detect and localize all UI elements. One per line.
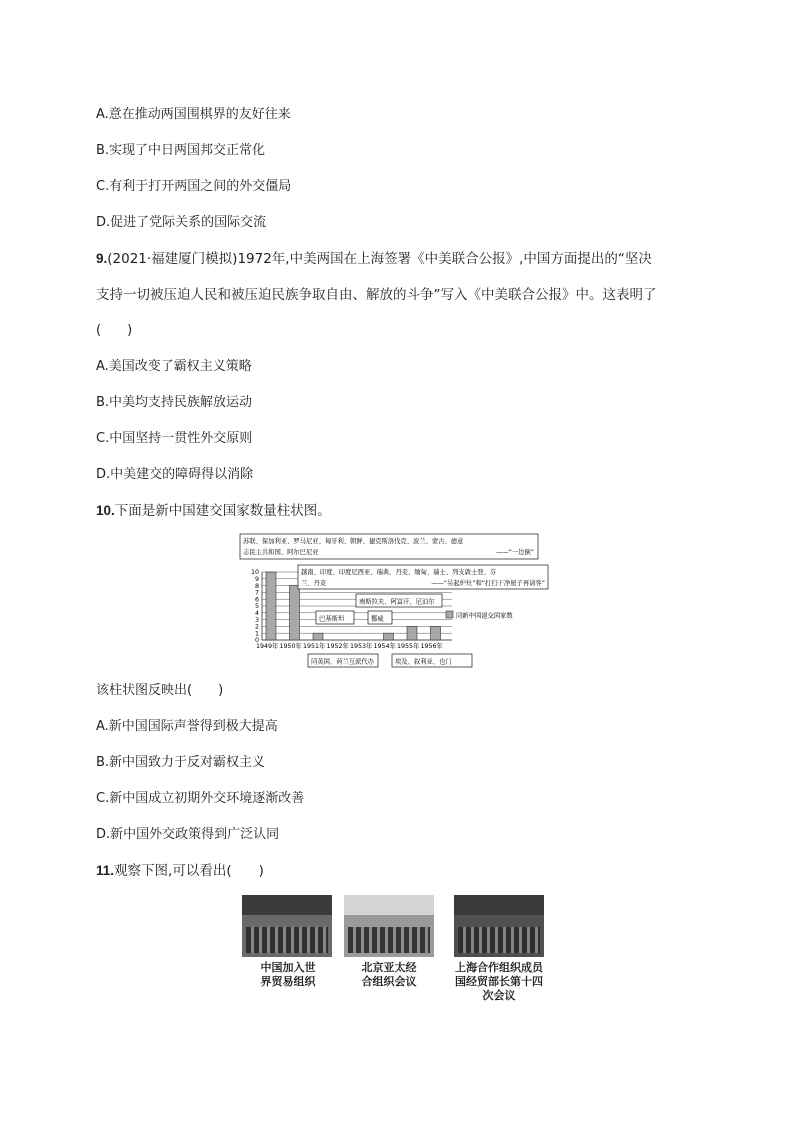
photo-people [458, 927, 540, 953]
x-tick-label: 1953年 [350, 643, 373, 650]
bar-1951年 [313, 633, 323, 640]
annotation-2-line2: 兰、丹麦 [301, 580, 327, 587]
photo-banner [454, 895, 544, 915]
q8-option-d: D.促进了党际关系的国际交流 [96, 215, 267, 230]
annotation-2-line1: 越南、印度、印度尼西亚、瑞典、丹麦、缅甸、瑞士、列支敦士登、芬 [301, 569, 497, 576]
diplomacy-bar-chart [238, 532, 556, 672]
y-tick-label: 7 [254, 589, 259, 597]
x-tick-label: 1952年 [326, 643, 349, 650]
photo-banner [344, 895, 434, 915]
y-tick-label: 6 [254, 596, 259, 604]
y-tick-label: 8 [254, 582, 259, 590]
y-tick-label: 10 [250, 569, 259, 577]
q9-stem-text1: (2021·福建厦门模拟)1972年,中美两国在上海签署《中美联合公报》,中国方面提出的“坚决 [107, 251, 652, 267]
bar-1954年 [384, 633, 394, 640]
chart-svg [238, 532, 556, 672]
annotation-1-line2: 志民主共和国、阿尔巴尼亚 [243, 549, 319, 556]
q11-stem-text: 观察下图,可以看出( ) [114, 863, 264, 879]
q11-number: 11. [96, 863, 115, 878]
q9-answer-blank: ( ) [96, 323, 133, 338]
q9-stem-line1 [96, 250, 652, 268]
q10-option-a: A.新中国国际声誉得到极大提高 [96, 719, 278, 734]
q10-stem [96, 502, 331, 520]
q10-option-b: B.新中国致力于反对霸权主义 [96, 755, 266, 770]
y-tick-label: 4 [254, 610, 259, 617]
caption-sco-line3: 次会议 [482, 989, 516, 1002]
q10-option-c: C.新中国成立初期外交环境逐渐改善 [96, 791, 305, 806]
photo-people [246, 927, 328, 953]
y-tick-label: 2 [254, 623, 259, 631]
bar-1950年 [290, 586, 300, 640]
x-tick-label: 1955年 [397, 643, 420, 650]
photo-banner [242, 895, 332, 915]
y-tick-label: 5 [254, 603, 259, 611]
caption-wto-line1: 中国加入世 [260, 961, 316, 974]
caption-wto [238, 961, 338, 989]
bar-1949年 [266, 572, 276, 640]
x-tick-label: 1956年 [420, 643, 443, 650]
annotation-3: 南斯拉夫、阿富汗、尼泊尔 [359, 598, 435, 606]
caption-sco-line1: 上海合作组织成员 [455, 961, 543, 974]
y-tick-label: 9 [254, 576, 259, 583]
y-tick-label: 3 [254, 616, 259, 624]
legend-swatch [446, 611, 453, 618]
photo-apec-beijing [344, 895, 434, 957]
x-tick-label: 1950年 [279, 643, 302, 650]
annotation-6: 同英国、荷兰互派代办 [311, 658, 374, 666]
q9-option-a: A.美国改变了霸权主义策略 [96, 359, 252, 374]
caption-wto-line2: 界贸易组织 [260, 975, 316, 988]
x-tick-label: 1954年 [373, 643, 396, 650]
legend-label: 同新中国建交国家数 [456, 612, 513, 620]
q10-option-d: D.新中国外交政策得到广泛认同 [96, 827, 280, 842]
q9-option-c: C.中国坚持一贯性外交原则 [96, 431, 253, 446]
q8-option-a: A.意在推动两国围棋界的友好往来 [96, 107, 291, 122]
bar-1955年 [407, 626, 417, 640]
caption-apec-line2: 合组织会议 [361, 975, 417, 988]
photo-wto-accession [242, 895, 332, 957]
caption-apec-line1: 北京亚太经 [361, 961, 417, 974]
q9-option-b: B.中美均支持民族解放运动 [96, 395, 253, 410]
x-tick-label: 1949年 [256, 643, 279, 650]
annotation-4: 巴基斯坦 [319, 615, 345, 623]
q10-stem-text: 下面是新中国建交国家数量柱状图。 [114, 503, 331, 519]
annotation-2-tag: ——“另起炉灶”和“打扫干净屋子再请客” [431, 580, 545, 587]
annotation-1-tag: ——“一边倒” [495, 549, 534, 556]
photo-sco-meeting [454, 895, 544, 957]
caption-sco [449, 961, 549, 1003]
photo-people [348, 927, 430, 953]
q8-option-b: B.实现了中日两国邦交正常化 [96, 143, 266, 158]
q9-option-d: D.中美建交的障碍得以消除 [96, 467, 254, 482]
q10-number: 10. [96, 503, 115, 518]
q11-stem [96, 862, 264, 880]
caption-apec [339, 961, 439, 989]
q9-stem-line2: 支持一切被压迫人民和被压迫民族争取自由、解放的斗争”写入《中美联合公报》中。这表明了 [96, 287, 657, 303]
q10-after-text: 该柱状图反映出( ) [96, 683, 224, 698]
annotation-7: 埃及、叙利亚、也门 [395, 658, 452, 666]
q11-photo-group [238, 895, 558, 1005]
y-tick-label: 1 [254, 630, 259, 638]
bar-1956年 [431, 626, 441, 640]
y-tick-label: 0 [254, 637, 259, 645]
annotation-1-line1: 苏联、保加利亚、罗马尼亚、匈牙利、朝鲜、捷克斯洛伐克、波兰、蒙古、德意 [243, 538, 464, 545]
q8-option-c: C.有利于打开两国之间的外交僵局 [96, 179, 292, 194]
q9-number: 9. [96, 251, 108, 266]
caption-sco-line2: 国经贸部长第十四 [455, 975, 543, 988]
annotation-5: 挪威 [371, 615, 384, 623]
x-tick-label: 1951年 [303, 643, 326, 650]
